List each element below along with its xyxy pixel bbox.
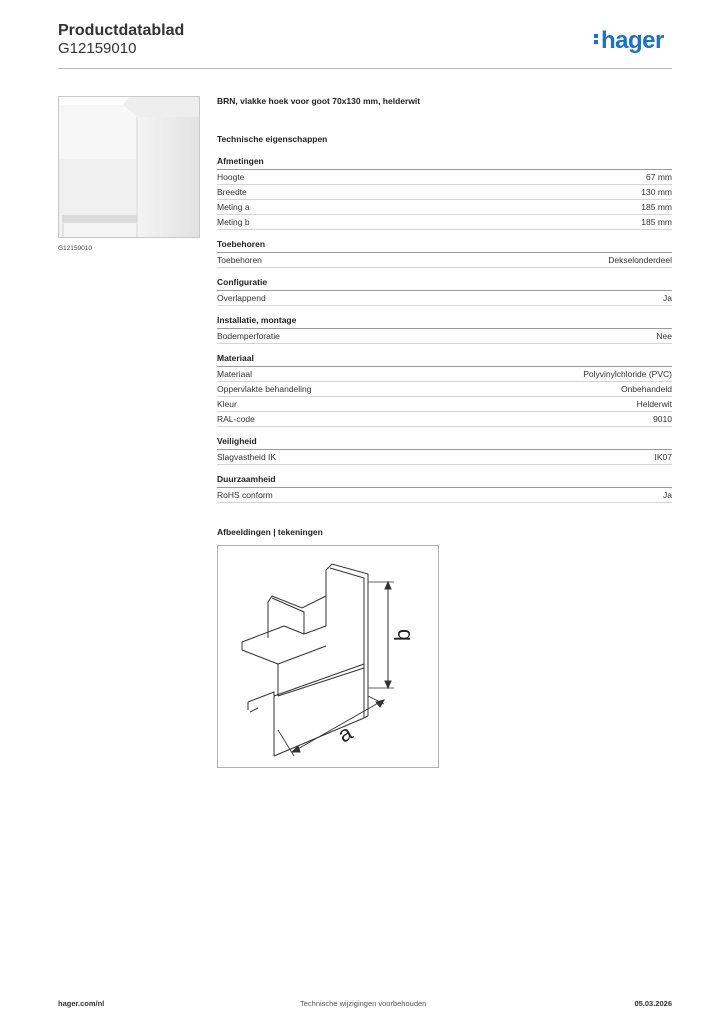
spec-group-veiligheid	[217, 436, 672, 465]
spec-value: 185 mm	[641, 217, 672, 227]
spec-group-toebehoren	[217, 239, 672, 268]
spec-label: Slagvastheid IK	[217, 452, 277, 462]
group-title: Materiaal	[217, 353, 672, 367]
spec-label: Hoogte	[217, 172, 245, 182]
spec-label: RAL-code	[217, 414, 255, 424]
logo-dots-icon	[594, 32, 599, 46]
group-title: Duurzaamheid	[217, 474, 672, 488]
product-photo-image	[59, 97, 200, 238]
spec-label: Overlappend	[217, 293, 266, 303]
spec-value: Nee	[656, 331, 672, 341]
spec-row	[217, 367, 672, 382]
spec-value: Ja	[663, 490, 672, 500]
spec-row	[217, 185, 672, 200]
group-title: Configuratie	[217, 277, 672, 291]
spec-label: Materiaal	[217, 369, 252, 379]
spec-group-installatie	[217, 315, 672, 344]
technical-drawing-image	[218, 546, 438, 767]
spec-value: Ja	[663, 293, 672, 303]
spec-label: Bodemperforatie	[217, 331, 280, 341]
group-title: Afmetingen	[217, 156, 672, 170]
spec-value: 130 mm	[641, 187, 672, 197]
spec-row	[217, 412, 672, 427]
spec-group-afmetingen	[217, 156, 672, 230]
header-divider	[58, 68, 672, 69]
photo-caption: G12159010	[58, 245, 92, 252]
spec-value: 67 mm	[646, 172, 672, 182]
group-title: Veiligheid	[217, 436, 672, 450]
page-title: Productdatablad	[58, 22, 185, 39]
spec-label: Meting a	[217, 202, 250, 212]
spec-row	[217, 329, 672, 344]
spec-value: 185 mm	[641, 202, 672, 212]
dimension-label-a: a	[333, 719, 357, 748]
group-title: Toebehoren	[217, 239, 672, 253]
logo-text: hager	[601, 27, 664, 54]
spec-row	[217, 170, 672, 185]
article-number: G12159010	[58, 40, 137, 57]
spec-row	[217, 215, 672, 230]
spec-row	[217, 200, 672, 215]
images-heading: Afbeeldingen | tekeningen	[217, 527, 323, 537]
section-heading: Technische eigenschappen	[217, 134, 328, 144]
spec-label: RoHS conform	[217, 490, 273, 500]
spec-value: Dekselonderdeel	[608, 255, 672, 265]
spec-value: 9010	[653, 414, 672, 424]
spec-group-materiaal	[217, 353, 672, 427]
spec-row	[217, 382, 672, 397]
spec-value: Onbehandeld	[620, 384, 672, 394]
footer-notice: Technische wijzigingen voorbehouden	[300, 999, 427, 1008]
spec-label: Toebehoren	[217, 255, 262, 265]
product-title: BRN, vlakke hoek voor goot 70x130 mm, helderwit	[217, 96, 421, 106]
spec-label: Kleur	[217, 399, 237, 409]
dimension-label-b: b	[390, 628, 416, 642]
technical-drawing	[217, 545, 439, 768]
spec-row	[217, 291, 672, 306]
spec-content	[217, 96, 672, 512]
spec-row	[217, 488, 672, 503]
spec-group-duurzaamheid	[217, 474, 672, 503]
spec-value: IK07	[654, 452, 672, 462]
spec-label: Oppervlakte behandeling	[217, 384, 312, 394]
footer-date: 05.03.2026	[634, 999, 672, 1008]
group-title: Installatie, montage	[217, 315, 672, 329]
spec-row	[217, 397, 672, 412]
hager-logo[interactable]	[594, 27, 664, 55]
spec-value: Helderwit	[636, 399, 672, 409]
product-photo	[58, 96, 200, 238]
spec-group-configuratie	[217, 277, 672, 306]
footer-website[interactable]: hager.com/nl	[58, 999, 105, 1008]
spec-row	[217, 450, 672, 465]
spec-row	[217, 253, 672, 268]
spec-value: Polyvinylchloride (PVC)	[583, 369, 672, 379]
spec-label: Breedte	[217, 187, 247, 197]
spec-label: Meting b	[217, 217, 250, 227]
